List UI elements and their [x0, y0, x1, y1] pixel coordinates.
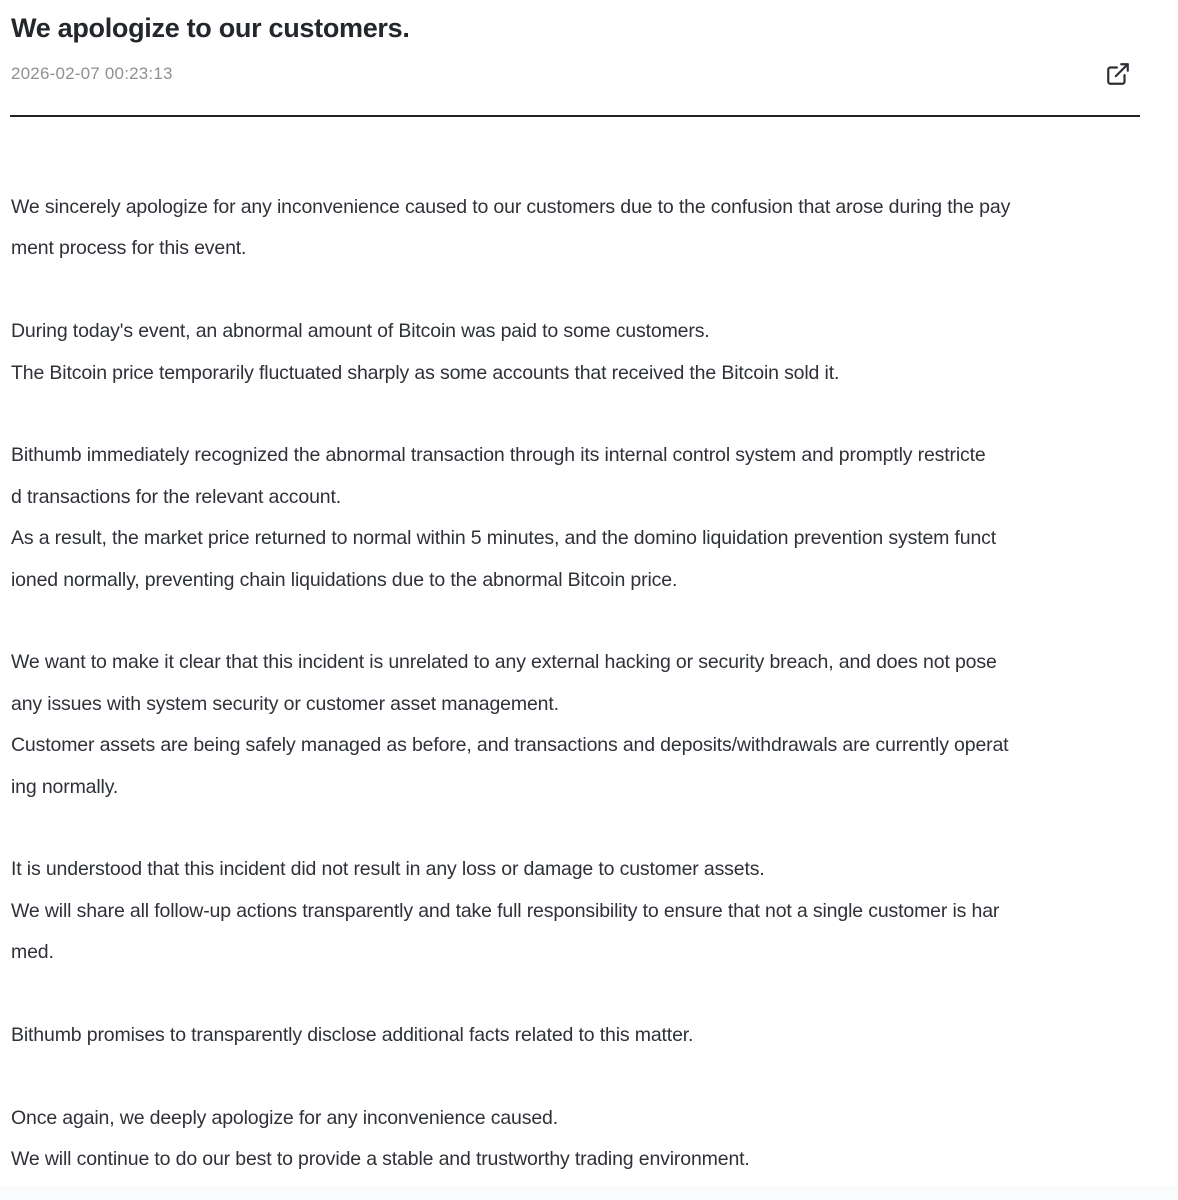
announcement-body: [11, 117, 1140, 1181]
body-line: any issues with system security or customer asset management.: [11, 692, 559, 715]
body-line: Customer assets are being safely managed as before, and transactions and deposits/withdrawals are currently operat: [11, 734, 1009, 757]
body-line: It is understood that this incident did not result in any loss or damage to customer assets.: [11, 858, 765, 881]
body-line: Bithumb immediately recognized the abnormal transaction through its internal control system and promptly restricte: [11, 444, 986, 467]
post-timestamp: 2026-02-07 00:23:13: [11, 64, 173, 83]
body-line: We sincerely apologize for any inconvenience caused to our customers due to the confusion that arose during the pay: [11, 196, 1011, 218]
body-line: Bithumb promises to transparently disclose additional facts related to this matter.: [11, 1024, 694, 1047]
body-line: ing normally.: [11, 775, 119, 798]
paragraph: [11, 1015, 1140, 1056]
body-line: As a result, the market price returned to normal within 5 minutes, and the domino liquidation prevention system funct: [11, 527, 997, 550]
body-line: d transactions for the relevant account.: [11, 485, 342, 508]
body-line: ioned normally, preventing chain liquidations due to the abnormal Bitcoin price.: [11, 568, 678, 591]
open-external-button[interactable]: [1105, 61, 1131, 87]
announcement-header: [11, 10, 1140, 85]
body-line: The Bitcoin price temporarily fluctuated sharply as some accounts that received the Bitcoin sold it.: [11, 361, 840, 384]
paragraph: [11, 1098, 1140, 1181]
body-line: ment process for this event.: [11, 237, 247, 260]
body-line: We want to make it clear that this incident is unrelated to any external hacking or security breach, and does not pose: [11, 651, 997, 674]
paragraph: [11, 849, 1140, 973]
page-title: We apologize to our customers.: [11, 13, 410, 43]
next-section-band: [0, 1186, 1178, 1200]
body-line: During today's event, an abnormal amount of Bitcoin was paid to some customers.: [11, 320, 710, 343]
body-line: Once again, we deeply apologize for any inconvenience caused.: [11, 1106, 558, 1129]
paragraph: [11, 311, 1140, 394]
paragraph: [11, 642, 1140, 808]
body-line: We will continue to do our best to provide a stable and trustworthy trading environment.: [11, 1148, 750, 1171]
external-link-icon: [1105, 61, 1131, 87]
body-line: We will share all follow-up actions transparently and take full responsibility to ensure that not a single customer is har: [11, 899, 1000, 922]
paragraph: [11, 435, 1140, 601]
paragraph: [11, 187, 1140, 270]
body-line: med.: [11, 941, 54, 964]
